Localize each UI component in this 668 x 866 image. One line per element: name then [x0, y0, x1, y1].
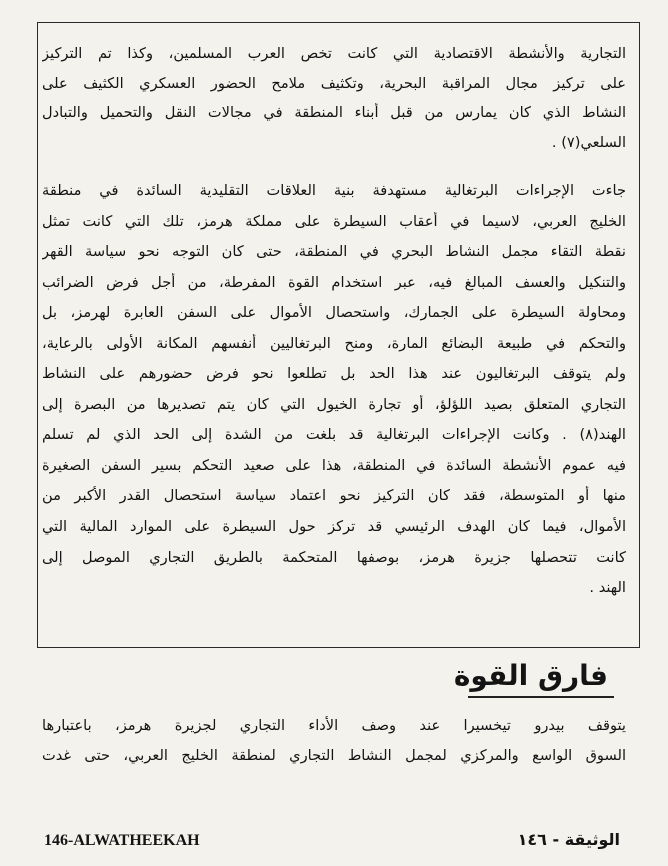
text-line: على تركيز مجال المراقبة البحرية، وتكثيف ملامح الحضور العسكري الكثيف على	[42, 75, 626, 92]
text-line: نقطة التقاء مجمل النشاط البحري في المنطقة، حتى كان التوجه نحو سياسة القهر	[42, 243, 626, 260]
text-line: الهند(٨) . وكانت الإجراءات البرتغالية قد بلغت من الشدة إلى الحد الذي لم تسلم	[42, 426, 626, 443]
text-line: التجارية والأنشطة الاقتصادية التي كانت تخص العرب المسلمين، وكذا تم التركيز	[42, 45, 626, 62]
text-line: ومحاولة السيطرة على الجمارك، واستحصال الأموال على السفن العابرة لهرمز، بل	[42, 304, 626, 321]
text-line: الأموال، فيما كان الهدف الرئيسي قد تركز حول السيطرة على الموارد المالية التي	[42, 518, 626, 535]
section-heading: فارق القوة	[453, 659, 608, 692]
text-line: التجاري المتعلق بصيد اللؤلؤ، أو تجارة الخيول التي كان يتم تصديرها من البصرة إلى	[42, 396, 626, 413]
text-line: والتنكيل والعسف المبالغ فيه، عبر استخدام القوة المفرطة، من أجل فرض الضرائب	[42, 274, 626, 291]
text-line: جاءت الإجراءات البرتغالية مستهدفة بنية العلاقات التقليدية السائدة في منطقة	[42, 182, 626, 199]
footer-page-label-latin: 146-ALWATHEEKAH	[44, 832, 200, 849]
text-line: الخليج العربي، لاسيما في أعقاب السيطرة على مملكة هرمز، تلك التي كانت تمثل	[42, 213, 626, 230]
text-line: كانت تتحصلها جزيرة هرمز، بوصفها المتحكمة بالطريق التجاري الموصل إلى	[42, 549, 626, 566]
footer-page-label-arabic: الوثيقة - ١٤٦	[517, 830, 620, 849]
text-line: والتحكم في طبيعة البضائع المارة، ومنح البرتغاليين أنفسهم المكانة الأولى بالرعاية،	[42, 335, 626, 352]
text-line: منها أو المتوسطة، فقد كان التركيز نحو اعتماد سياسة استحصال القدر الأكبر من	[42, 487, 626, 504]
text-line: فيه عموم الأنشطة السائدة في المنطقة، هذا على صعيد التحكم بسير السفن الصغيرة	[42, 457, 626, 474]
section-heading-underline	[453, 658, 614, 698]
text-line: يتوقف بيدرو تيخسيرا عند وصف الأداء التجاري لجزيرة هرمز، باعتبارها	[42, 717, 626, 734]
text-line: الهند .	[589, 579, 626, 596]
text-line: السلعي(٧) .	[551, 134, 626, 151]
text-line: السوق الواسع والمركزي لمجمل النشاط التجاري لمنطقة الخليج العربي، حتى غدت	[42, 747, 626, 764]
text-line: ولم يتوقف البرتغاليون عند هذا الحد بل تطلعوا نحو فرض حضورهم على النشاط	[42, 365, 626, 382]
text-line: النشاط الذي كان يمارس من قبل أبناء المنطقة في مجالات النقل والتحميل والتبادل	[42, 104, 626, 121]
